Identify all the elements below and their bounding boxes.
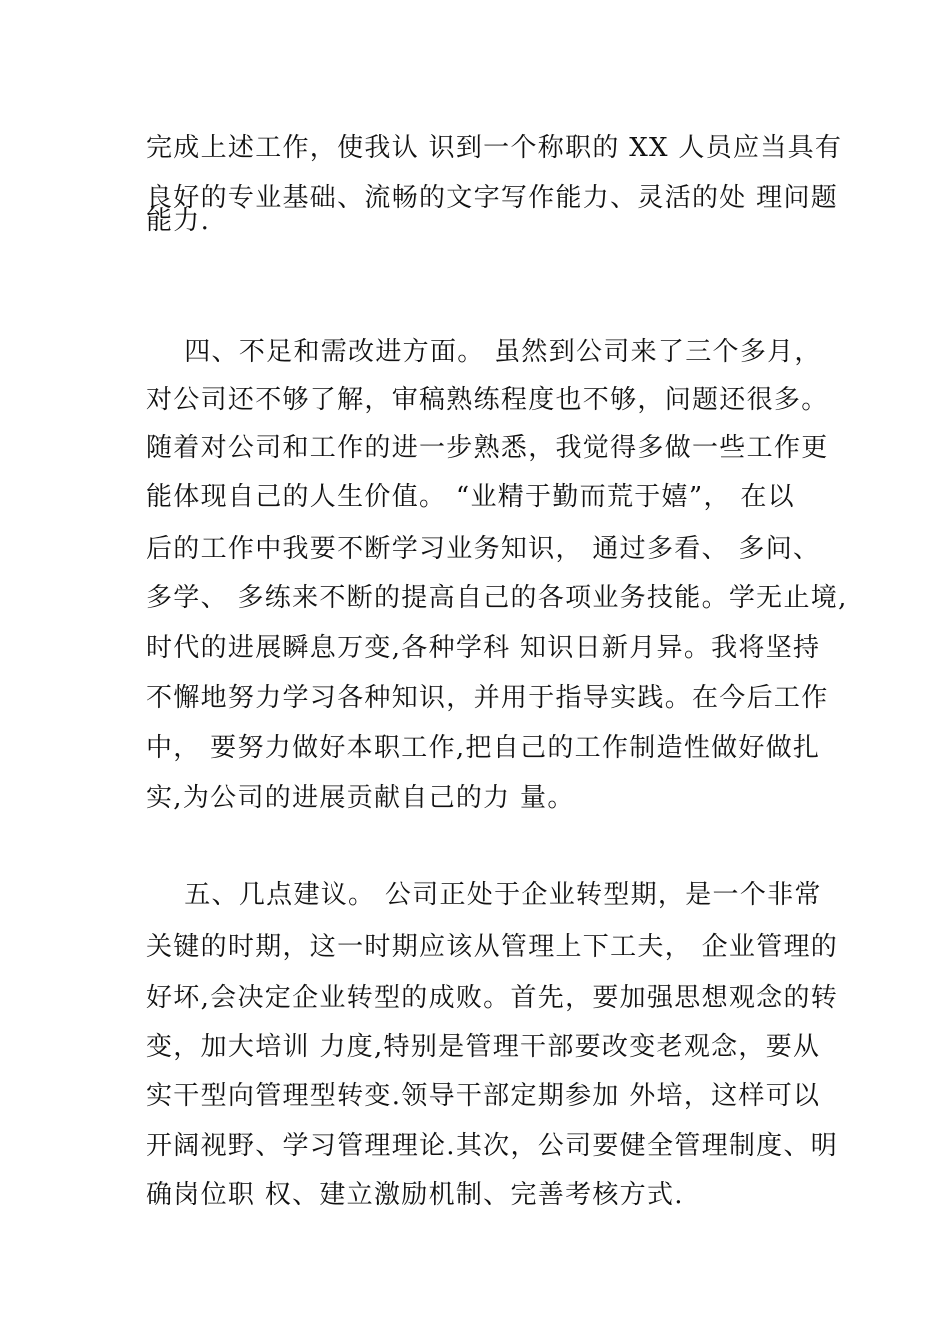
text-line: 随着对公司和工作的进一步熟悉，我觉得多做一些工作更 <box>146 433 829 463</box>
text-line: 后的工作中我要不断学习业务知识， 通过多看、 多问、 <box>146 534 821 564</box>
text-line: 不懈地努力学习各种知识，并用于指导实践。在今后工作 <box>146 683 829 713</box>
text-line: 实干型向管理型转变.领导干部定期参加 外培，这样可以 <box>146 1081 821 1111</box>
text-line: 能力. <box>146 206 211 236</box>
text-line: 能体现自己的人生价值。 “业精于勤而荒于嬉”， 在以 <box>146 482 795 512</box>
text-line: 对公司还不够了解，审稿熟练程度也不够，问题还很多。 <box>146 385 829 415</box>
text-line: 变，加大培训 力度,特别是管理干部要改变老观念，要从 <box>146 1032 821 1062</box>
text-line: 五、几点建议。 公司正处于企业转型期，是一个非常 <box>146 880 822 910</box>
text-line: 时代的进展瞬息万变,各种学科 知识日新月异。我将坚持 <box>146 633 821 663</box>
text-line: 四、不足和需改进方面。 虽然到公司来了三个多月， <box>146 337 822 367</box>
text-line: 开阔视野、学习管理理论.其次，公司要健全管理制度、明 <box>146 1131 839 1161</box>
text-line: 实,为公司的进展贡献自己的力 量。 <box>146 783 575 813</box>
text-line: 完成上述工作，使我认 识到一个称职的 XX 人员应当具有 <box>146 133 843 163</box>
text-line: 良好的专业基础、流畅的文字写作能力、灵活的处 理问题 <box>146 183 839 213</box>
text-line: 好坏,会决定企业转型的成败。首先，要加强思想观念的转 <box>146 983 839 1013</box>
text-line: 中， 要努力做好本职工作,把自己的工作制造性做好做扎 <box>146 733 821 763</box>
text-line: 确岗位职 权、建立激励机制、完善考核方式. <box>146 1180 684 1210</box>
text-line: 多学、 多练来不断的提高自己的各项业务技能。学无止境, <box>146 583 848 613</box>
text-line: 关键的时期，这一时期应该从管理上下工夫， 企业管理的 <box>146 932 839 962</box>
